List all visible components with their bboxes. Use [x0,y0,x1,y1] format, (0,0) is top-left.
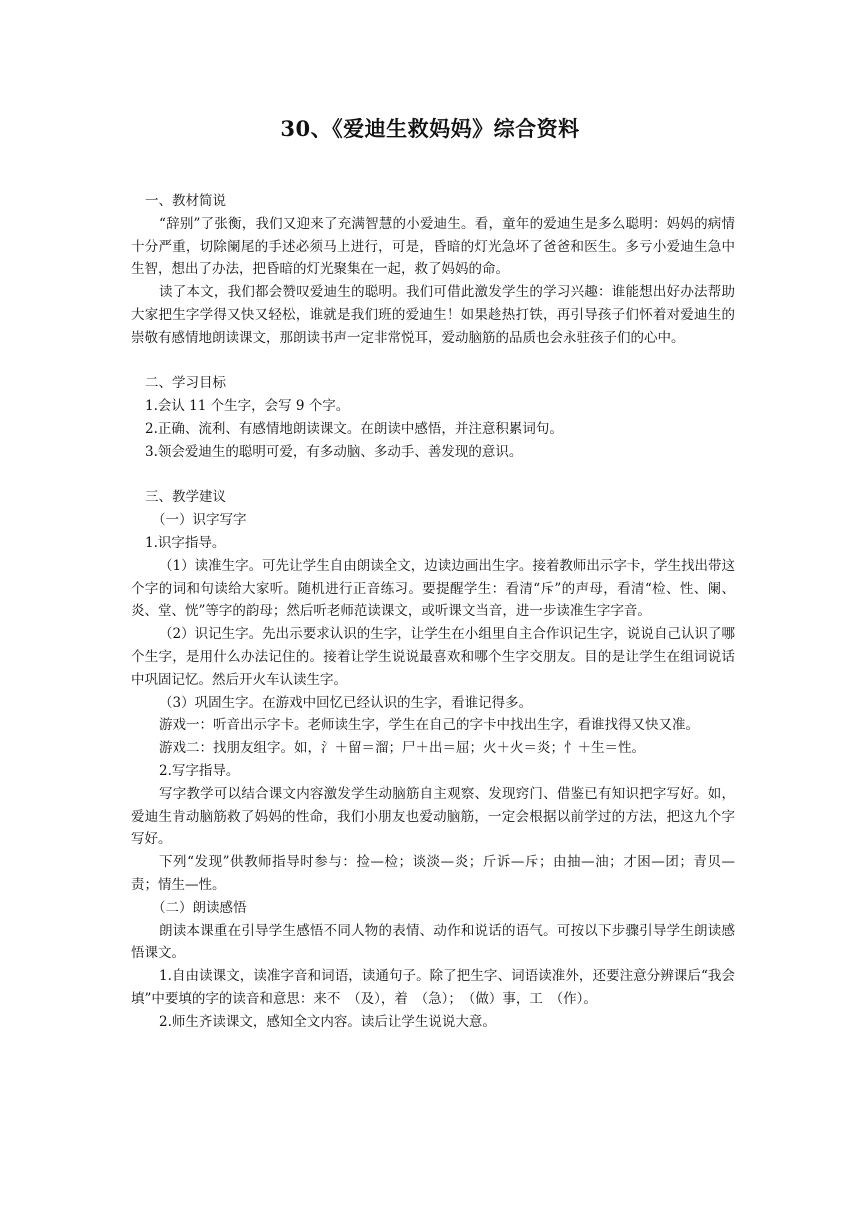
paragraph: 游戏二：找朋友组字。如，氵＋留＝溜；尸＋出＝屈；火＋火＝炎；忄＋生＝性。 [159,740,645,757]
spacer [131,350,735,373]
paragraph: 1.自由读课文，读准字音和词语，读通句子。除了把生字、词语读准外，还要注意分辨课后“我会填”中要填的字的读音和意思：来不 （及），着 （急）； （做）事，工 （作）。 [131,968,735,1007]
list-item: 1.识字指导。 [145,534,226,551]
paragraph: （1）读准生字。可先让学生自由朗读全文，边读边画出生字。接着教师出示字卡，学生找出带这个字的词和句读给大家听。随机进行正音练习。要提醒学生：看清“斥”的声母，看清“检、性、阑、炎、堂、恍”等字的韵母；然后听老师范读课文，或听课文当音，进一步读准生字字音。 [131,557,735,620]
goal-item: 2.正确、流利、有感情地朗读课文。在朗读中感悟，并注意积累词句。 [145,420,563,437]
goal-item: 1.会认 11 个生字，会写 9 个字。 [145,398,350,415]
goal-item: 3.领会爱迪生的聪明可爱，有多动脑、多动手、善发现的意识。 [145,443,523,460]
section-heading-goals: 二、学习目标 [145,375,226,392]
paragraph: 朗读本课重在引导学生感悟不同人物的表情、动作和说话的语气。可按以下步骤引导学生朗读感悟课文。 [131,922,735,962]
section-heading-overview: 一、教材简说 [145,193,226,209]
paragraph: 读了本文，我们都会赞叹爱迪生的聪明。我们可借此激发学生的学习兴趣：谁能想出好办法帮助大家把生字学得又快又轻松，谁就是我们班的爱迪生！如果趁热打铁，再引导孩子们怀着对爱迪生的崇敬有感情地朗读课文，那朗读书声一定非常悦耳，爱动脑筋的品质也会永驻孩子们的心中。 [131,284,735,346]
paragraph: 游戏一：听音出示字卡。老师读生字，学生在自己的字卡中找出生字，看谁找得又快又准。 [159,717,699,734]
paragraph: 2.师生齐读课文，感知全文内容。读后让学生说说大意。 [159,1013,496,1030]
section-heading-suggestions: 三、教学建议 [145,489,226,506]
subsection-heading-literacy: （一）识字写字 [152,512,247,529]
spacer [131,464,735,487]
document-body [131,190,735,1033]
paragraph: （3）巩固生字。在游戏中回忆已经认识的生字，看谁记得多。 [159,694,533,711]
subsection-heading-reading: （二）朗读感悟 [152,899,247,916]
paragraph: “辞别”了张衡，我们又迎来了充满智慧的小爱迪生。看，童年的爱迪生是多么聪明：妈妈的病情十分严重，切除阑尾的手述必须马上进行，可是，昏暗的灯光急坏了爸爸和医生。多亏小爱迪生急中生智，想出了办法，把昏暗的灯光聚集在一起，救了妈妈的命。 [131,215,735,278]
list-item: 2.写字指导。 [159,762,240,779]
paragraph: 写字教学可以结合课文内容激发学生动脑筋自主观察、发现窍门、借鉴已有知识把字写好。如，爱迪生肯动脑筋救了妈妈的性命，我们小朋友也爱动脑筋，一定会根据以前学过的方法，把这九个字写好。 [131,785,735,848]
document-title: 30、《爱迪生救妈妈》综合资料 [280,116,580,141]
paragraph: 下列“发现”供教师指导时参与：捡—检；谈淡—炎；斤诉—斥；由抽—油；才困—团；青贝—责；情生—性。 [131,854,735,893]
paragraph: （2）识记生字。先出示要求认识的生字，让学生在小组里自主合作识记生字，说说自己认识了哪个生字，是用什么办法记住的。接着让学生说说最喜欢和哪个生字交朋友。目的是让学生在组词说话中巩固记忆。然后开火车认读生字。 [131,626,735,688]
